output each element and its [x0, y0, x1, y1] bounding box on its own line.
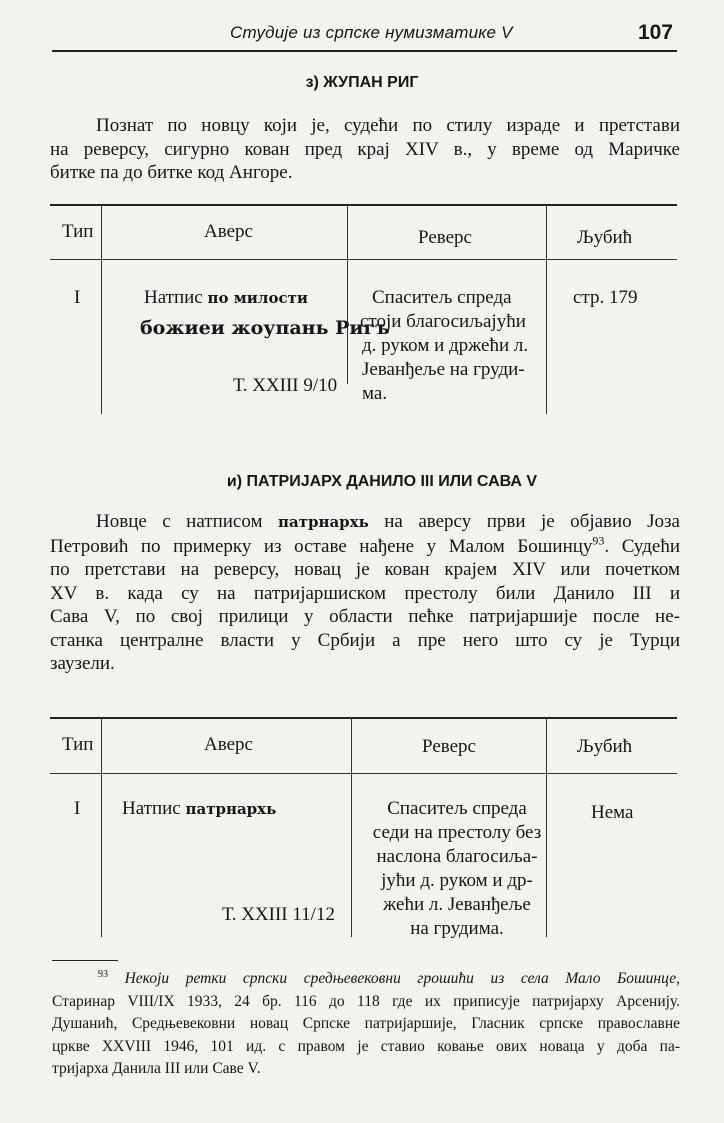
footnote-mark: 93	[98, 968, 108, 980]
section-heading-patrijarh: и) ПАТРИЈАРХ ДАНИЛО III ИЛИ САВА V	[226, 473, 538, 490]
paragraph-line: по претстави на реверсу, новац је кован крајем XIV или почетком	[50, 559, 680, 580]
footnote-line: $^{93}$ Некоји ретки српски средњевековни грошићи из села Мало Бошинце,	[98, 968, 680, 987]
paragraph-line: XV в. када су на патријаршиском престолу били Данило III и	[50, 582, 680, 604]
revers-line: Спаситељ спреда	[372, 287, 512, 308]
paragraph-line: заузели.	[50, 653, 115, 674]
footnote	[52, 968, 680, 1081]
column-divider	[101, 204, 102, 414]
cell-avers	[144, 286, 308, 310]
paragraph-line: Новце с натписом патрнархь на аверсу први је објавио Јоза	[96, 511, 680, 532]
paragraph-line: Познат по новцу који је, судећи по стилу израде и претстави	[96, 115, 680, 136]
column-header-avers: Аверс	[204, 221, 253, 242]
revers-line: наслона благосиља-	[376, 846, 538, 867]
cell-type: I	[74, 798, 81, 819]
cell-revers	[360, 286, 529, 406]
revers-line: седи на престолу без	[372, 822, 542, 843]
revers-line: на грудима.	[410, 918, 504, 939]
cell-type: I	[74, 287, 81, 308]
plate-reference: Т. XXIII 9/10	[233, 375, 338, 396]
cell-ljubic: Нема	[591, 802, 634, 823]
coin-table-patrijarh	[50, 717, 677, 939]
cell-revers	[368, 797, 546, 941]
revers-line: јући д. руком и др-	[381, 870, 533, 891]
cell-avers	[122, 797, 276, 821]
avers-legend: по милости	[207, 289, 308, 307]
revers-line: Јеванђеље на груди-	[362, 359, 525, 380]
paragraph-line: битке па до битке код Ангоре.	[50, 162, 293, 183]
paragraph-line: станка централне власти у Србији а пре него што су је Турци	[50, 629, 680, 651]
inscription-legend: патрнархь	[277, 513, 369, 531]
column-header-ljubic: Љубић	[577, 227, 633, 248]
column-divider	[351, 717, 352, 937]
footnote-line: тријарха Данила III или Саве V.	[52, 1060, 261, 1077]
paragraph-line: Петровић по примерку из оставе нађене у Малом Бошинцу$^{93}$. Судећи	[50, 533, 680, 557]
footnote-line: цркве XXVIII 1946, 101 ид. с правом је ставио ковање ових новаца у доба па-	[52, 1037, 680, 1055]
footnote-reference: 93	[592, 533, 605, 548]
footnote-line: Душанић, Средњевековни новац Српске патријаршије, Гласник српске православне	[52, 1015, 680, 1032]
revers-line: Спаситељ спреда	[387, 798, 527, 819]
revers-line: ма.	[362, 383, 388, 404]
paragraph-line: Сава V, по свој прилици у области пећке патријаршије после не-	[50, 606, 680, 627]
running-title: Студије из српске нумизматике V	[230, 23, 513, 42]
column-header-revers: Реверс	[422, 736, 476, 757]
table-rule	[50, 204, 677, 206]
revers-line: жећи л. Јеванђеље	[383, 894, 531, 915]
avers-legend: божиеи жоупань Ригъ	[140, 317, 390, 339]
avers-lead: Натпис	[144, 287, 203, 308]
avers-legend: патрнархь	[185, 800, 277, 818]
column-header-tip: Тип	[62, 221, 94, 242]
paragraph-line: на реверсу, сигурно кован пред крај XIV в., у време од Маричке	[50, 138, 680, 160]
column-header-avers: Аверс	[204, 734, 253, 755]
cell-ljubic: стр. 179	[573, 287, 638, 308]
table-rule	[50, 717, 677, 719]
section-paragraph-patrijarh	[50, 510, 680, 676]
section-heading-zupan-rig: з) ЖУПАН РИГ	[305, 74, 419, 91]
column-divider	[347, 204, 348, 384]
running-head	[52, 20, 677, 52]
column-divider	[101, 717, 102, 937]
revers-line: стоји благосиљајући	[360, 311, 526, 332]
column-header-tip: Тип	[62, 734, 94, 755]
coin-table-zupan-rig	[50, 204, 677, 416]
table-rule	[50, 259, 677, 260]
column-header-revers: Реверс	[418, 227, 472, 248]
table-rule	[50, 773, 677, 774]
footnote-line: Старинар VIII/IX 1933, 24 бр. 116 до 118 где их приписује патријарху Арсенију.	[52, 992, 680, 1010]
plate-reference: Т. XXIII 11/12	[222, 904, 335, 925]
footnote-rule	[52, 960, 118, 961]
column-header-ljubic: Љубић	[577, 736, 633, 757]
avers-lead: Натпис	[122, 798, 181, 819]
section-paragraph-zupan-rig	[50, 114, 680, 185]
column-divider	[546, 717, 547, 937]
revers-line: д. руком и држећи л.	[362, 335, 529, 356]
page-number: 107	[637, 21, 673, 44]
column-divider	[546, 204, 547, 414]
